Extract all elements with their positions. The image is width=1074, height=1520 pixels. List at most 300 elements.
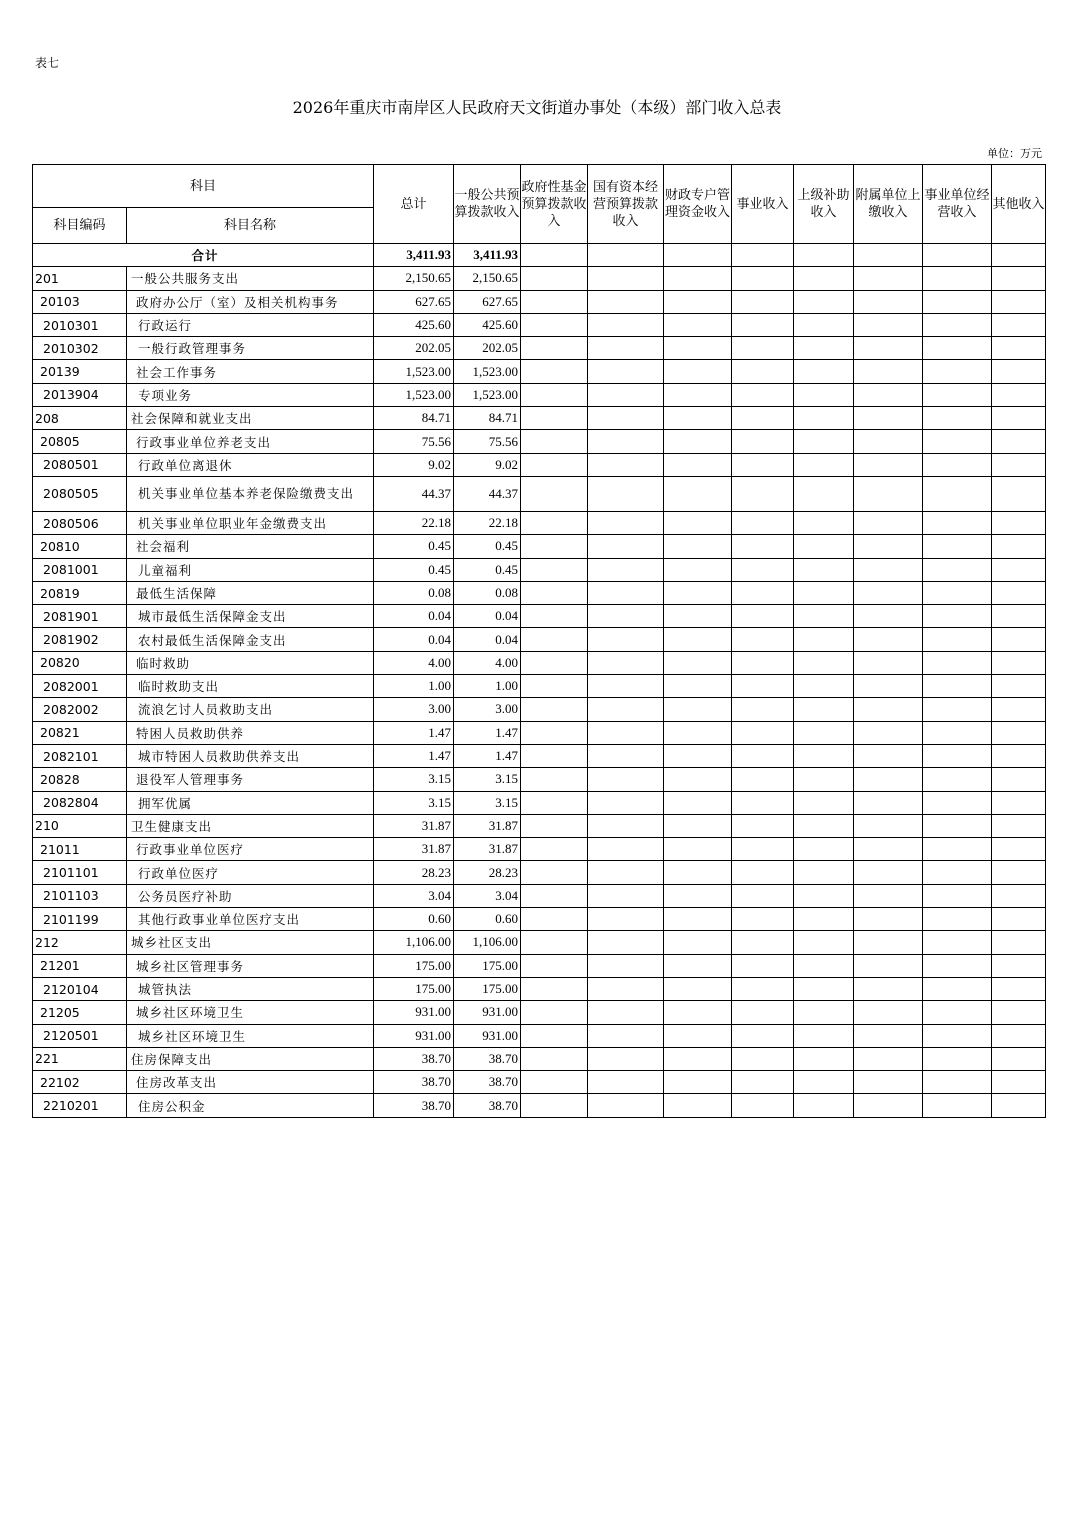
subject-code: 21201 bbox=[33, 954, 127, 977]
empty-cell bbox=[794, 814, 854, 837]
subject-name: 机关事业单位基本养老保险缴费支出 bbox=[127, 476, 374, 511]
subject-code: 20828 bbox=[33, 768, 127, 791]
empty-cell bbox=[521, 360, 588, 383]
subject-code: 2010302 bbox=[33, 337, 127, 360]
empty-cell bbox=[794, 581, 854, 604]
empty-cell bbox=[923, 954, 992, 977]
empty-cell bbox=[664, 581, 732, 604]
empty-cell bbox=[521, 744, 588, 767]
empty-cell bbox=[854, 558, 923, 581]
empty-cell bbox=[923, 337, 992, 360]
subject-name: 城管执法 bbox=[127, 977, 374, 1000]
empty-cell bbox=[794, 360, 854, 383]
empty-cell bbox=[923, 768, 992, 791]
empty-cell bbox=[923, 721, 992, 744]
empty-cell bbox=[732, 581, 794, 604]
empty-cell bbox=[664, 383, 732, 406]
empty-cell bbox=[794, 698, 854, 721]
subject-name: 行政运行 bbox=[127, 313, 374, 336]
table-row bbox=[33, 721, 1046, 744]
empty-cell bbox=[992, 675, 1046, 698]
empty-cell bbox=[588, 337, 664, 360]
total-amount: 2,150.65 bbox=[374, 267, 454, 290]
subject-name: 住房改革支出 bbox=[127, 1071, 374, 1094]
empty-cell bbox=[854, 744, 923, 767]
empty-cell bbox=[854, 628, 923, 651]
empty-cell bbox=[794, 476, 854, 511]
empty-cell bbox=[992, 558, 1046, 581]
header-other-income: 其他收入 bbox=[992, 165, 1046, 244]
subject-code: 2101101 bbox=[33, 861, 127, 884]
empty-cell bbox=[794, 721, 854, 744]
empty-cell bbox=[588, 605, 664, 628]
subject-code: 2120501 bbox=[33, 1024, 127, 1047]
empty-cell bbox=[794, 861, 854, 884]
empty-cell bbox=[521, 1001, 588, 1024]
general-budget-amount: 627.65 bbox=[454, 290, 521, 313]
empty-cell bbox=[732, 476, 794, 511]
empty-cell bbox=[521, 290, 588, 313]
empty-cell bbox=[794, 383, 854, 406]
empty-cell bbox=[854, 977, 923, 1000]
empty-cell bbox=[992, 267, 1046, 290]
subject-name: 特困人员救助供养 bbox=[127, 721, 374, 744]
empty-cell bbox=[732, 1001, 794, 1024]
total-amount: 3.00 bbox=[374, 698, 454, 721]
table-row bbox=[33, 931, 1046, 954]
total-sum: 3,411.93 bbox=[374, 244, 454, 267]
empty-cell bbox=[854, 1094, 923, 1117]
empty-cell bbox=[664, 698, 732, 721]
empty-cell bbox=[992, 698, 1046, 721]
table-row bbox=[33, 453, 1046, 476]
empty-cell bbox=[588, 558, 664, 581]
empty-cell bbox=[923, 407, 992, 430]
empty-cell bbox=[664, 954, 732, 977]
subject-code: 20821 bbox=[33, 721, 127, 744]
empty-cell bbox=[794, 313, 854, 336]
general-budget-amount: 1.47 bbox=[454, 744, 521, 767]
table-row bbox=[33, 535, 1046, 558]
total-amount: 38.70 bbox=[374, 1094, 454, 1117]
general-budget-amount: 425.60 bbox=[454, 313, 521, 336]
empty-cell bbox=[588, 931, 664, 954]
subject-code: 20805 bbox=[33, 430, 127, 453]
empty-cell bbox=[732, 383, 794, 406]
empty-cell bbox=[923, 908, 992, 931]
subject-code: 20819 bbox=[33, 581, 127, 604]
empty-cell bbox=[664, 453, 732, 476]
empty-cell bbox=[794, 954, 854, 977]
empty-cell bbox=[854, 698, 923, 721]
total-amount: 425.60 bbox=[374, 313, 454, 336]
empty-cell bbox=[794, 884, 854, 907]
empty-cell bbox=[992, 791, 1046, 814]
empty-cell bbox=[732, 744, 794, 767]
empty-cell bbox=[588, 698, 664, 721]
subject-name: 行政事业单位医疗 bbox=[127, 838, 374, 861]
empty-cell bbox=[992, 605, 1046, 628]
table-row bbox=[33, 814, 1046, 837]
empty-cell bbox=[521, 651, 588, 674]
empty-cell bbox=[588, 511, 664, 534]
empty-cell bbox=[923, 675, 992, 698]
subject-code: 2080501 bbox=[33, 453, 127, 476]
empty-cell bbox=[588, 1024, 664, 1047]
empty-cell bbox=[732, 453, 794, 476]
empty-cell bbox=[588, 791, 664, 814]
empty-cell bbox=[732, 791, 794, 814]
table-row bbox=[33, 1047, 1046, 1070]
general-budget-amount: 931.00 bbox=[454, 1024, 521, 1047]
general-budget-amount: 175.00 bbox=[454, 977, 521, 1000]
table-row bbox=[33, 360, 1046, 383]
empty-cell bbox=[588, 954, 664, 977]
empty-cell bbox=[992, 337, 1046, 360]
subject-name: 一般公共服务支出 bbox=[127, 267, 374, 290]
table-row bbox=[33, 675, 1046, 698]
table-row bbox=[33, 884, 1046, 907]
header-name: 科目名称 bbox=[127, 208, 374, 244]
table-row bbox=[33, 954, 1046, 977]
empty-cell bbox=[521, 430, 588, 453]
empty-cell bbox=[923, 535, 992, 558]
empty-cell bbox=[854, 511, 923, 534]
empty-cell bbox=[588, 581, 664, 604]
empty-cell bbox=[521, 908, 588, 931]
subject-code: 2010301 bbox=[33, 313, 127, 336]
empty-cell bbox=[732, 290, 794, 313]
empty-cell bbox=[588, 1001, 664, 1024]
total-amount: 3.15 bbox=[374, 768, 454, 791]
general-budget-amount: 0.45 bbox=[454, 558, 521, 581]
empty-cell bbox=[521, 838, 588, 861]
empty-cell bbox=[588, 977, 664, 1000]
empty-cell bbox=[854, 476, 923, 511]
empty-cell bbox=[588, 768, 664, 791]
empty-cell bbox=[992, 814, 1046, 837]
empty-cell bbox=[521, 1094, 588, 1117]
empty-cell bbox=[794, 605, 854, 628]
general-budget-amount: 202.05 bbox=[454, 337, 521, 360]
subject-name: 儿童福利 bbox=[127, 558, 374, 581]
subject-code: 201 bbox=[33, 267, 127, 290]
empty-cell bbox=[521, 453, 588, 476]
empty-cell bbox=[923, 931, 992, 954]
table-row bbox=[33, 861, 1046, 884]
empty-cell bbox=[521, 814, 588, 837]
subject-code: 2081901 bbox=[33, 605, 127, 628]
empty-cell bbox=[854, 453, 923, 476]
empty-cell bbox=[794, 267, 854, 290]
empty-cell bbox=[992, 1071, 1046, 1094]
empty-cell bbox=[992, 1024, 1046, 1047]
general-budget-amount: 0.60 bbox=[454, 908, 521, 931]
empty-cell bbox=[794, 1071, 854, 1094]
total-amount: 0.04 bbox=[374, 605, 454, 628]
empty-cell bbox=[854, 1001, 923, 1024]
empty-cell bbox=[794, 337, 854, 360]
header-state-capital: 国有资本经营预算拨款收入 bbox=[588, 165, 664, 244]
empty-cell bbox=[664, 931, 732, 954]
table-row bbox=[33, 744, 1046, 767]
subject-name: 专项业务 bbox=[127, 383, 374, 406]
total-amount: 0.08 bbox=[374, 581, 454, 604]
empty-cell bbox=[664, 290, 732, 313]
empty-cell bbox=[664, 511, 732, 534]
empty-cell bbox=[664, 721, 732, 744]
header-business-income: 事业收入 bbox=[732, 165, 794, 244]
empty-cell bbox=[923, 605, 992, 628]
empty-cell bbox=[923, 744, 992, 767]
subject-name: 拥军优属 bbox=[127, 791, 374, 814]
subject-name: 社会福利 bbox=[127, 535, 374, 558]
total-amount: 1,523.00 bbox=[374, 360, 454, 383]
empty-cell bbox=[588, 908, 664, 931]
empty-cell bbox=[992, 908, 1046, 931]
empty-cell bbox=[664, 977, 732, 1000]
empty-cell bbox=[664, 337, 732, 360]
general-budget-amount: 0.45 bbox=[454, 535, 521, 558]
empty-cell bbox=[664, 605, 732, 628]
empty-cell bbox=[588, 884, 664, 907]
empty-cell bbox=[521, 931, 588, 954]
empty-cell bbox=[992, 360, 1046, 383]
table-row bbox=[33, 581, 1046, 604]
empty-cell bbox=[794, 977, 854, 1000]
general-budget-amount: 3.15 bbox=[454, 768, 521, 791]
empty-cell bbox=[923, 884, 992, 907]
empty-cell bbox=[794, 744, 854, 767]
general-budget-amount: 3.15 bbox=[454, 791, 521, 814]
empty-cell bbox=[732, 1071, 794, 1094]
subject-name: 住房保障支出 bbox=[127, 1047, 374, 1070]
subject-code: 210 bbox=[33, 814, 127, 837]
subject-name: 一般行政管理事务 bbox=[127, 337, 374, 360]
empty-cell bbox=[923, 698, 992, 721]
empty-cell bbox=[923, 1001, 992, 1024]
empty-cell bbox=[664, 768, 732, 791]
empty-cell bbox=[664, 558, 732, 581]
empty-cell bbox=[664, 360, 732, 383]
empty-cell bbox=[923, 628, 992, 651]
empty-cell bbox=[923, 977, 992, 1000]
empty-cell bbox=[854, 581, 923, 604]
empty-cell bbox=[732, 651, 794, 674]
empty-cell bbox=[588, 861, 664, 884]
empty-cell bbox=[664, 1094, 732, 1117]
general-budget-amount: 0.04 bbox=[454, 605, 521, 628]
empty-cell bbox=[521, 558, 588, 581]
empty-cell bbox=[664, 476, 732, 511]
empty-cell bbox=[588, 814, 664, 837]
empty-cell bbox=[923, 861, 992, 884]
empty-cell bbox=[521, 721, 588, 744]
empty-cell bbox=[992, 476, 1046, 511]
empty-cell bbox=[854, 605, 923, 628]
total-amount: 175.00 bbox=[374, 977, 454, 1000]
empty-cell bbox=[794, 407, 854, 430]
table-row bbox=[33, 267, 1046, 290]
empty-cell bbox=[664, 267, 732, 290]
subject-name: 城乡社区管理事务 bbox=[127, 954, 374, 977]
empty-cell bbox=[732, 267, 794, 290]
empty-cell bbox=[588, 1094, 664, 1117]
general-budget-amount: 9.02 bbox=[454, 453, 521, 476]
total-amount: 0.60 bbox=[374, 908, 454, 931]
empty-cell bbox=[923, 791, 992, 814]
empty-cell bbox=[794, 651, 854, 674]
empty-cell bbox=[794, 290, 854, 313]
empty-cell bbox=[854, 768, 923, 791]
empty-cell bbox=[992, 383, 1046, 406]
empty-cell bbox=[923, 511, 992, 534]
total-amount: 175.00 bbox=[374, 954, 454, 977]
empty-cell bbox=[732, 675, 794, 698]
subject-code: 2013904 bbox=[33, 383, 127, 406]
table-row bbox=[33, 838, 1046, 861]
empty-cell bbox=[794, 430, 854, 453]
empty-cell bbox=[854, 290, 923, 313]
empty-cell bbox=[588, 313, 664, 336]
subject-name: 行政事业单位养老支出 bbox=[127, 430, 374, 453]
empty-cell bbox=[521, 535, 588, 558]
subject-name: 行政单位离退休 bbox=[127, 453, 374, 476]
subject-name: 政府办公厅（室）及相关机构事务 bbox=[127, 290, 374, 313]
empty-cell bbox=[521, 337, 588, 360]
empty-cell bbox=[732, 861, 794, 884]
empty-cell bbox=[854, 267, 923, 290]
empty-cell bbox=[992, 931, 1046, 954]
empty-cell bbox=[923, 430, 992, 453]
table-row bbox=[33, 628, 1046, 651]
total-amount: 3.15 bbox=[374, 791, 454, 814]
empty-cell bbox=[588, 744, 664, 767]
empty-cell bbox=[923, 1024, 992, 1047]
general-budget-amount: 75.56 bbox=[454, 430, 521, 453]
total-amount: 28.23 bbox=[374, 861, 454, 884]
empty-cell bbox=[732, 931, 794, 954]
table-row bbox=[33, 651, 1046, 674]
empty-cell bbox=[992, 651, 1046, 674]
empty-cell bbox=[521, 698, 588, 721]
empty-cell bbox=[923, 313, 992, 336]
empty-cell bbox=[664, 884, 732, 907]
empty-cell bbox=[521, 977, 588, 1000]
table-row bbox=[33, 313, 1046, 336]
subject-name: 城市最低生活保障金支出 bbox=[127, 605, 374, 628]
total-amount: 931.00 bbox=[374, 1001, 454, 1024]
general-budget-amount: 1.00 bbox=[454, 675, 521, 698]
empty-cell bbox=[923, 383, 992, 406]
general-budget-amount: 84.71 bbox=[454, 407, 521, 430]
total-amount: 22.18 bbox=[374, 511, 454, 534]
empty-cell bbox=[854, 884, 923, 907]
empty-cell bbox=[732, 430, 794, 453]
table-row bbox=[33, 476, 1046, 511]
table-row bbox=[33, 558, 1046, 581]
empty-cell bbox=[588, 383, 664, 406]
subject-name: 卫生健康支出 bbox=[127, 814, 374, 837]
empty-cell bbox=[854, 954, 923, 977]
total-amount: 31.87 bbox=[374, 814, 454, 837]
table-row bbox=[33, 768, 1046, 791]
total-amount: 1.47 bbox=[374, 721, 454, 744]
empty-cell bbox=[588, 290, 664, 313]
empty-cell bbox=[664, 628, 732, 651]
empty-cell bbox=[664, 430, 732, 453]
total-row bbox=[33, 244, 1046, 267]
subject-code: 2080506 bbox=[33, 511, 127, 534]
empty-cell bbox=[664, 313, 732, 336]
general-budget-amount: 3.04 bbox=[454, 884, 521, 907]
empty-cell bbox=[992, 1094, 1046, 1117]
empty-cell bbox=[732, 605, 794, 628]
subject-name: 退役军人管理事务 bbox=[127, 768, 374, 791]
subject-code: 20103 bbox=[33, 290, 127, 313]
subject-name: 住房公积金 bbox=[127, 1094, 374, 1117]
total-amount: 4.00 bbox=[374, 651, 454, 674]
empty-cell bbox=[923, 814, 992, 837]
table-row bbox=[33, 605, 1046, 628]
subject-code: 2080505 bbox=[33, 476, 127, 511]
empty-cell bbox=[664, 744, 732, 767]
empty-cell bbox=[588, 430, 664, 453]
total-amount: 1,523.00 bbox=[374, 383, 454, 406]
header-operating-income: 事业单位经营收入 bbox=[923, 165, 992, 244]
empty-cell bbox=[923, 581, 992, 604]
general-budget-amount: 931.00 bbox=[454, 1001, 521, 1024]
empty-cell bbox=[664, 651, 732, 674]
subject-name: 最低生活保障 bbox=[127, 581, 374, 604]
empty-cell bbox=[588, 476, 664, 511]
table-row bbox=[33, 1071, 1046, 1094]
total-amount: 0.04 bbox=[374, 628, 454, 651]
empty-cell bbox=[521, 768, 588, 791]
empty-cell bbox=[854, 1047, 923, 1070]
subject-code: 2082101 bbox=[33, 744, 127, 767]
empty-cell bbox=[794, 1047, 854, 1070]
subject-name: 城市特困人员救助供养支出 bbox=[127, 744, 374, 767]
empty-cell bbox=[854, 651, 923, 674]
empty-cell bbox=[794, 558, 854, 581]
empty-cell bbox=[664, 838, 732, 861]
empty-cell bbox=[588, 721, 664, 744]
general-budget-amount: 3.00 bbox=[454, 698, 521, 721]
subject-code: 2081001 bbox=[33, 558, 127, 581]
empty-cell bbox=[923, 476, 992, 511]
subject-code: 2120104 bbox=[33, 977, 127, 1000]
empty-cell bbox=[732, 1094, 794, 1117]
header-special-account: 财政专户管理资金收入 bbox=[664, 165, 732, 244]
total-amount: 44.37 bbox=[374, 476, 454, 511]
empty-cell bbox=[588, 651, 664, 674]
empty-cell bbox=[854, 313, 923, 336]
empty-cell bbox=[521, 884, 588, 907]
subject-code: 21205 bbox=[33, 1001, 127, 1024]
empty-cell bbox=[992, 954, 1046, 977]
general-budget-amount: 44.37 bbox=[454, 476, 521, 511]
total-amount: 38.70 bbox=[374, 1047, 454, 1070]
total-amount: 1,106.00 bbox=[374, 931, 454, 954]
empty-cell bbox=[854, 430, 923, 453]
empty-cell bbox=[923, 1047, 992, 1070]
empty-cell bbox=[732, 558, 794, 581]
empty-cell bbox=[732, 407, 794, 430]
general-budget-amount: 38.70 bbox=[454, 1071, 521, 1094]
subject-name: 机关事业单位职业年金缴费支出 bbox=[127, 511, 374, 534]
general-budget-amount: 2,150.65 bbox=[454, 267, 521, 290]
